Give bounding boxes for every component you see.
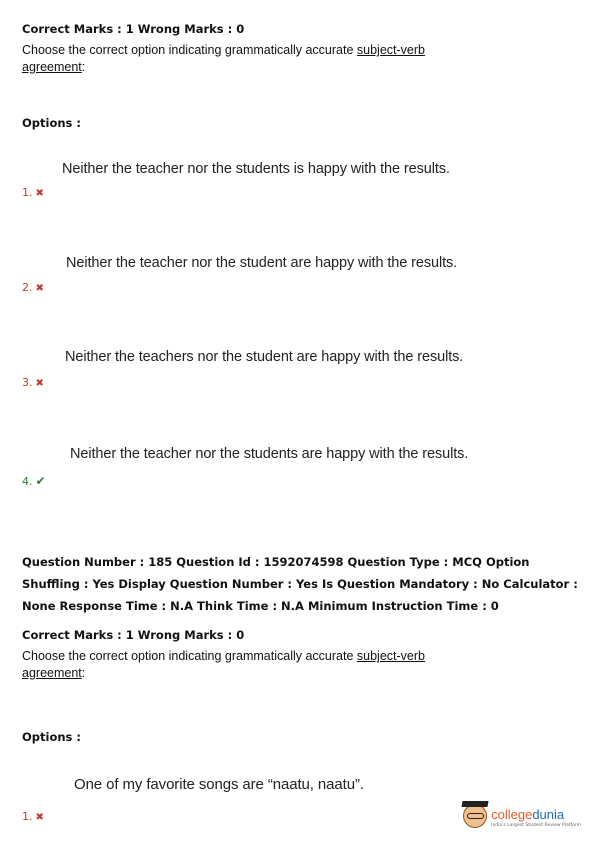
wrong-cross-icon: ✖ (35, 188, 44, 199)
correct-check-icon: ✔ (35, 474, 46, 488)
correct-wrong-marks: Correct Marks : 1 Wrong Marks : 0 (22, 22, 245, 36)
collegedunia-logo (463, 804, 581, 828)
option-1-text: Neither the teacher nor the students is happy with the results. (62, 161, 450, 177)
option-2-text: Neither the teacher nor the student are happy with the results. (66, 255, 458, 271)
question-underlined: subject-verb agreement (22, 649, 425, 680)
option-1-number (22, 186, 44, 199)
option-number-label: 4. (22, 475, 33, 488)
option-number-label: 1. (22, 810, 33, 823)
options-label: Options : (22, 730, 81, 744)
question-suffix: : (81, 60, 86, 74)
mascot-icon (463, 804, 487, 828)
wrong-cross-icon: ✖ (35, 378, 44, 389)
question-suffix: : (81, 666, 86, 680)
option-4-number (22, 474, 46, 488)
question-text (22, 42, 462, 76)
option-4-text: Neither the teacher nor the students are happy with the results. (70, 446, 469, 462)
logo-wordmark: collegedunia (491, 807, 565, 822)
option-number-label: 1. (22, 186, 33, 199)
question-underlined: subject-verb agreement (22, 43, 425, 74)
question-prefix: Choose the correct option indicating grammatically accurate (22, 649, 357, 663)
option-1-text: One of my favorite songs are “naatu, naatu”. (74, 776, 364, 793)
correct-wrong-marks: Correct Marks : 1 Wrong Marks : 0 (22, 628, 245, 642)
logo-tagline: India's Largest Student Review Platform (491, 823, 581, 828)
wrong-cross-icon: ✖ (35, 283, 44, 294)
option-3-text: Neither the teachers nor the student are happy with the results. (65, 349, 464, 365)
option-1-number (22, 810, 44, 823)
option-2-number (22, 281, 44, 294)
question-prefix: Choose the correct option indicating grammatically accurate (22, 43, 357, 57)
wrong-cross-icon: ✖ (35, 812, 44, 823)
options-label: Options : (22, 116, 81, 130)
option-3-number (22, 376, 44, 389)
question-metadata: Question Number : 185 Question Id : 1592074598 Question Type : MCQ Option Shuffling : Yes Display Question Number : Yes Is Question Mandatory : No Calculator : None Response Time : N.A Think Time : N.A Minimum Instruction Time : 0 (22, 555, 578, 613)
option-number-label: 2. (22, 281, 33, 294)
question-text (22, 648, 462, 682)
option-number-label: 3. (22, 376, 33, 389)
